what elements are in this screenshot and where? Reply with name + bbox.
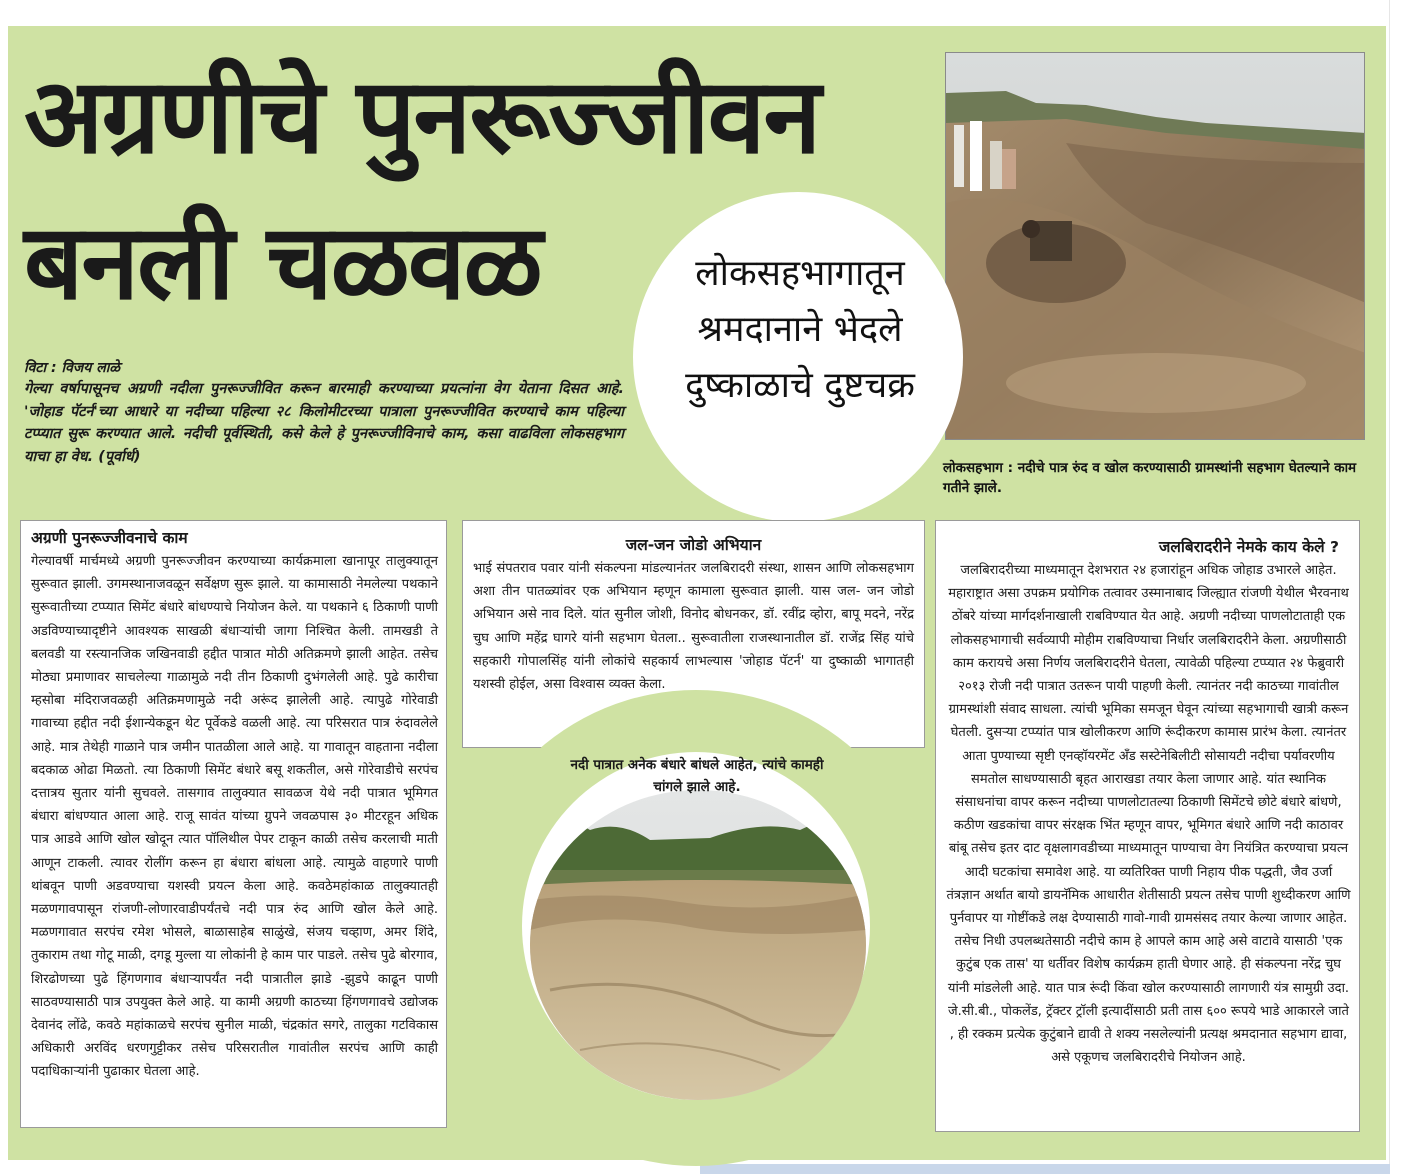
photo-bottom-caption: नदी पात्रात अनेक बंधारे बांधले आहेत, त्यांचे कामही चांगले झाले आहे. [570, 757, 824, 795]
subheadline [650, 246, 950, 414]
column-text: गेल्यावर्षी मार्चमध्ये अग्रणी पुनरूज्जीवन करण्याच्या कार्यक्रमाला खानापूर तालुक्यातून सुरूवात झाली. उगमस्थानाजवळून सर्वेक्षण सुरू झाले. या कामासाठी नेमलेल्या पथकाने सुरूवातीच्या टप्प्यात सिमेंट बंधारे बांधण्याचे नियोजन केले. या पथकाने ६ ठिकाणी पाणी अडविण्याच्यादृष्टीने आवश्यक साखळी बंधाऱ्यांची जागा निश्चित केली. तामखडी ते बलवडी या रस्त्यानजिक जखिनवाडी हद्दीत पात्रात मोठी अतिक्रमणे झाली आहेत. तसेच मोठ्या प्रमाणावर साचलेल्या गाळामुळे नदी तीन ठिकाणी दुभंगलेली आहे. पुढे कारीचा म्हसोबा मंदिराजवळही अतिक्रमणामुळे नदी अरूंद झालेली आहे. त्यापुढे गोरेवाडी गावाच्या हद्दीत नदी ईशान्येकडून थेट पूर्वेकडे वळली आहे. त्या परिसरात पात्र रुंदावलेले आहे. मात्र तेथेही गाळाने पात्र जमीन पातळीला आले आहे. या गावातून वाहताना नदीला बदकाळ ओढा मिळतो. त्या ठिकाणी सिमेंट बंधारे बसू शकतील, असे गोरेवाडीचे सरपंच दत्तात्रय सुतार यांनी सुचवले. तासगाव तालुक्यात सावळज येथे नदी पात्रात भूमिगत बंधारा बांधण्यात आला आहे. राजू सावंत यांच्या ग्रुपने जवळपास ३० मीटरहून अधिक पात्र आडवे आणि खोल खोदून त्यात पॉलिथील पेपर टाकून काळी तसेच करलाची माती आणून टाकली. त्यावर रोलींग करून हा बंधारा बांधला आहे. त्यामुळे वाहणारे पाणी थांबवून पाणी अडवण्याचा यशस्वी प्रयत्न केला आहे. कवठेमहांकाळ तालुक्यातही मळणगावपासून रांजणी-लोणारवाडीपर्यंतचे नदी पात्र रुंद आणि खोल केले आहे. मळणगावात सरपंच रमेश भोसले, बाळासाहेब साळुंखे, संजय चव्हाण, अमर शिंदे, तुकाराम तथा गोटू माळी, दगडू मुल्ला या लोकांनी हे काम पार पाडले. तसेच पुढे बोरगाव, शिरढोणच्या पुढे हिंगणगाव बंधाऱ्यापर्यंत नदी पात्रातील झाडे -झुडपे काढून पाणी साठवण्यासाठी पात्र उपयुक्त केले आहे. या कामी अग्रणी काठच्या हिंगणगावचे उद्योजक देवानंद लोंढे, कवठे महांकाळचे सरपंच सुनील माळी, चंद्रकांत सगरे, तालुका गटविकास अधिकारी अरविंद धरणगुट्टीकर तसेच परिसरातील गावांतील सरपंच आणि काही पदाधिकाऱ्यांनी पुढाकार घेतला आहे. [31, 554, 438, 1080]
column-text: जलबिरादरीच्या माध्यमातून देशभरात २४ हजारांहून अधिक जोहाड उभारले आहेत. महाराष्ट्रात असा उपक्रम प्रयोगिक तत्वावर उस्मानाबाद जिल्ह्यात रांजणी येथील भैरवनाथ ठोंबरे यांच्या मार्गदर्शनाखाली राबविण्यात येत आहे. अग्रणी नदीच्या पाणलोटाताही एक लोकसहभागाची सर्वव्यापी मोहीम राबविण्याचा निर्धार जलबिरादरीने केला. अग्रणीसाठी काम करायचे असा निर्णय जलबिरादरीने घेतला, त्यावेळी पहिल्या टप्प्यात २४ फेब्रुवारी २०१३ रोजी नदी पात्रात उतरून पायी पाहणी केली. त्यानंतर नदी काठच्या गावांतील ग्रामस्थांशी संवाद साधला. त्यांची भूमिका समजून घेवून त्यांच्या सहभागाची खात्री करून घेतली. दुसऱ्या टप्प्यांत पात्र खोलीकरण आणि रूंदीकरण कामास प्रारंभ केला. त्यानंतर आता पुण्याच्या सृष्टी एनव्हॉयरमेंट अँड सस्टेनेबिलीटी सोसायटी नदीचा पर्यावरणीय समतोल साधण्यासाठी बृहत आराखडा तयार केला जाणार आहे. यांत स्थानिक संसाधनांचा वापर करून नदीच्या पाणलोटातल्या ठिकाणी सिमेंटचे छोटे बंधारे बांधणे, कठीण खडकांचा वापर संरक्षक भिंत म्हणून वापर, भूमिगत बंधारे आणि नदी काठावर बांबू तसेच इतर दाट वृक्षलागवडीच्या माध्यमातून पाण्याचा वेग नियंत्रित करण्याचा प्रयत्न आदी घटकांचा समावेश आहे. या व्यतिरिक्त पाणी निहाय पीक पद्धती, जैव उर्जा तंत्रज्ञान अर्थात बायो डायनॅमिक आधारीत शेतीसाठी प्रयत्न तसेच पाणी शुध्दीकरण आणि पुर्नवापर या गोष्टींकडे लक्ष देण्यासाठी गावो-गावी ग्रामसंसद तयार केल्या जाणार आहेत. तसेच निधी उपलब्धतेसाठी नदीचे काम हे आपले काम आहे असे वाटावे यासाठी 'एक कुटुंब एक तास' या धर्तीवर विशेष कार्यक्रम हाती घेणार आहे. ही संकल्पना नरेंद्र चुघ यांनी मांडलेली आहे. यात पात्र रूंदी किंवा खोल करण्यासाठी लागणारी यंत्र सामुग्री उदा. जे.सी.बी., पोकलेंड, ट्रॅक्टर ट्रॉली इत्यादींसाठी प्रती तास ६०० रूपये भाडे आकारले जाते , ही रक्कम प्रत्येक कुटुंबाने द्यावी ते शक्य नसलेल्यांनी प्रत्यक्ष श्रमदानात सहभाग द्यावा, असे एकूणच जलबिरादरीचे नियोजन आहे. [946, 563, 1351, 1066]
intro-paragraph: गेल्या वर्षापासूनच अग्रणी नदीला पुनरूज्जीवित करून बारमाही करण्याच्या प्रयत्नांना वेग येताना दिसत आहे. 'जोहाड पॅटर्न'च्या आधारे या नदीच्या पहिल्या २८ किलोमीटरच्या पात्राला पुनरूज्जीवित करण्याचे काम पहिल्या टप्प्यात सुरू करण्यात आले. नदीची पूर्वस्थिती, कसे केले हे पुनरूज्जीविनाचे काम, कसा वाढविला लोकसहभाग याचा हा वेध. (पूर्वार्ध) [24, 381, 624, 465]
photo-villagers-digging [945, 52, 1365, 440]
subheadline-line: दुष्काळाचे दुष्टचक्र [685, 365, 915, 406]
column-agrani-work [20, 520, 447, 1128]
photo-top-caption: लोकसहभाग : नदीचे पात्र रुंद व खोल करण्यासाठी ग्रामस्थांनी सहभाग घेतल्याने काम गतीने झाले. [943, 460, 1357, 496]
headline-line-1: अग्रणीचे पुनरूज्जीवन [24, 55, 820, 177]
column-jalbiradari [935, 520, 1360, 1132]
headline-line-2: बनली चळवळ [24, 201, 541, 323]
photo-river-bed [530, 790, 866, 1100]
column-title: जलबिरादरीने नेमके काय केले ? [1158, 538, 1339, 556]
subheadline-line: श्रमदानाने भेदले [697, 309, 903, 350]
right-margin [1389, 0, 1404, 1174]
bottom-scrollbar [700, 1164, 1390, 1174]
byline: विटा : विजय लाळे [24, 360, 120, 376]
subheadline-line: लोकसहभागातून [695, 253, 905, 294]
column-title: जल-जन जोडो अभियान [625, 536, 762, 554]
column-text: भाई संपतराव पवार यांनी संकल्पना मांडल्यानंतर जलबिरादरी संस्था, शासन आणि लोकसहभाग अशा तीन पातळ्यांवर एक अभियान म्हणून कामाला सुरूवात झाली. यास जल- जन जोडो अभियान असे नाव दिले. यांत सुनील जोशी, विनोद बोधनकर, डॉ. रवींद्र व्होरा, बापू मदने, नरेंद्र चुघ आणि महेंद्र घागरे यांनी सहभाग घेतला.. सुरूवातीला राजस्थानातील डॉ. राजेंद्र सिंह यांचे सहकारी गोपालसिंह यांनी लोकांचे सहकार्य लाभल्यास 'जोहाड पॅटर्न' या दुष्काळी भागातही यशस्वी होईल, असा विश्वास व्यक्त केला. [473, 561, 914, 693]
column-title: अग्रणी पुनरूज्जीवनाचे काम [31, 529, 188, 547]
